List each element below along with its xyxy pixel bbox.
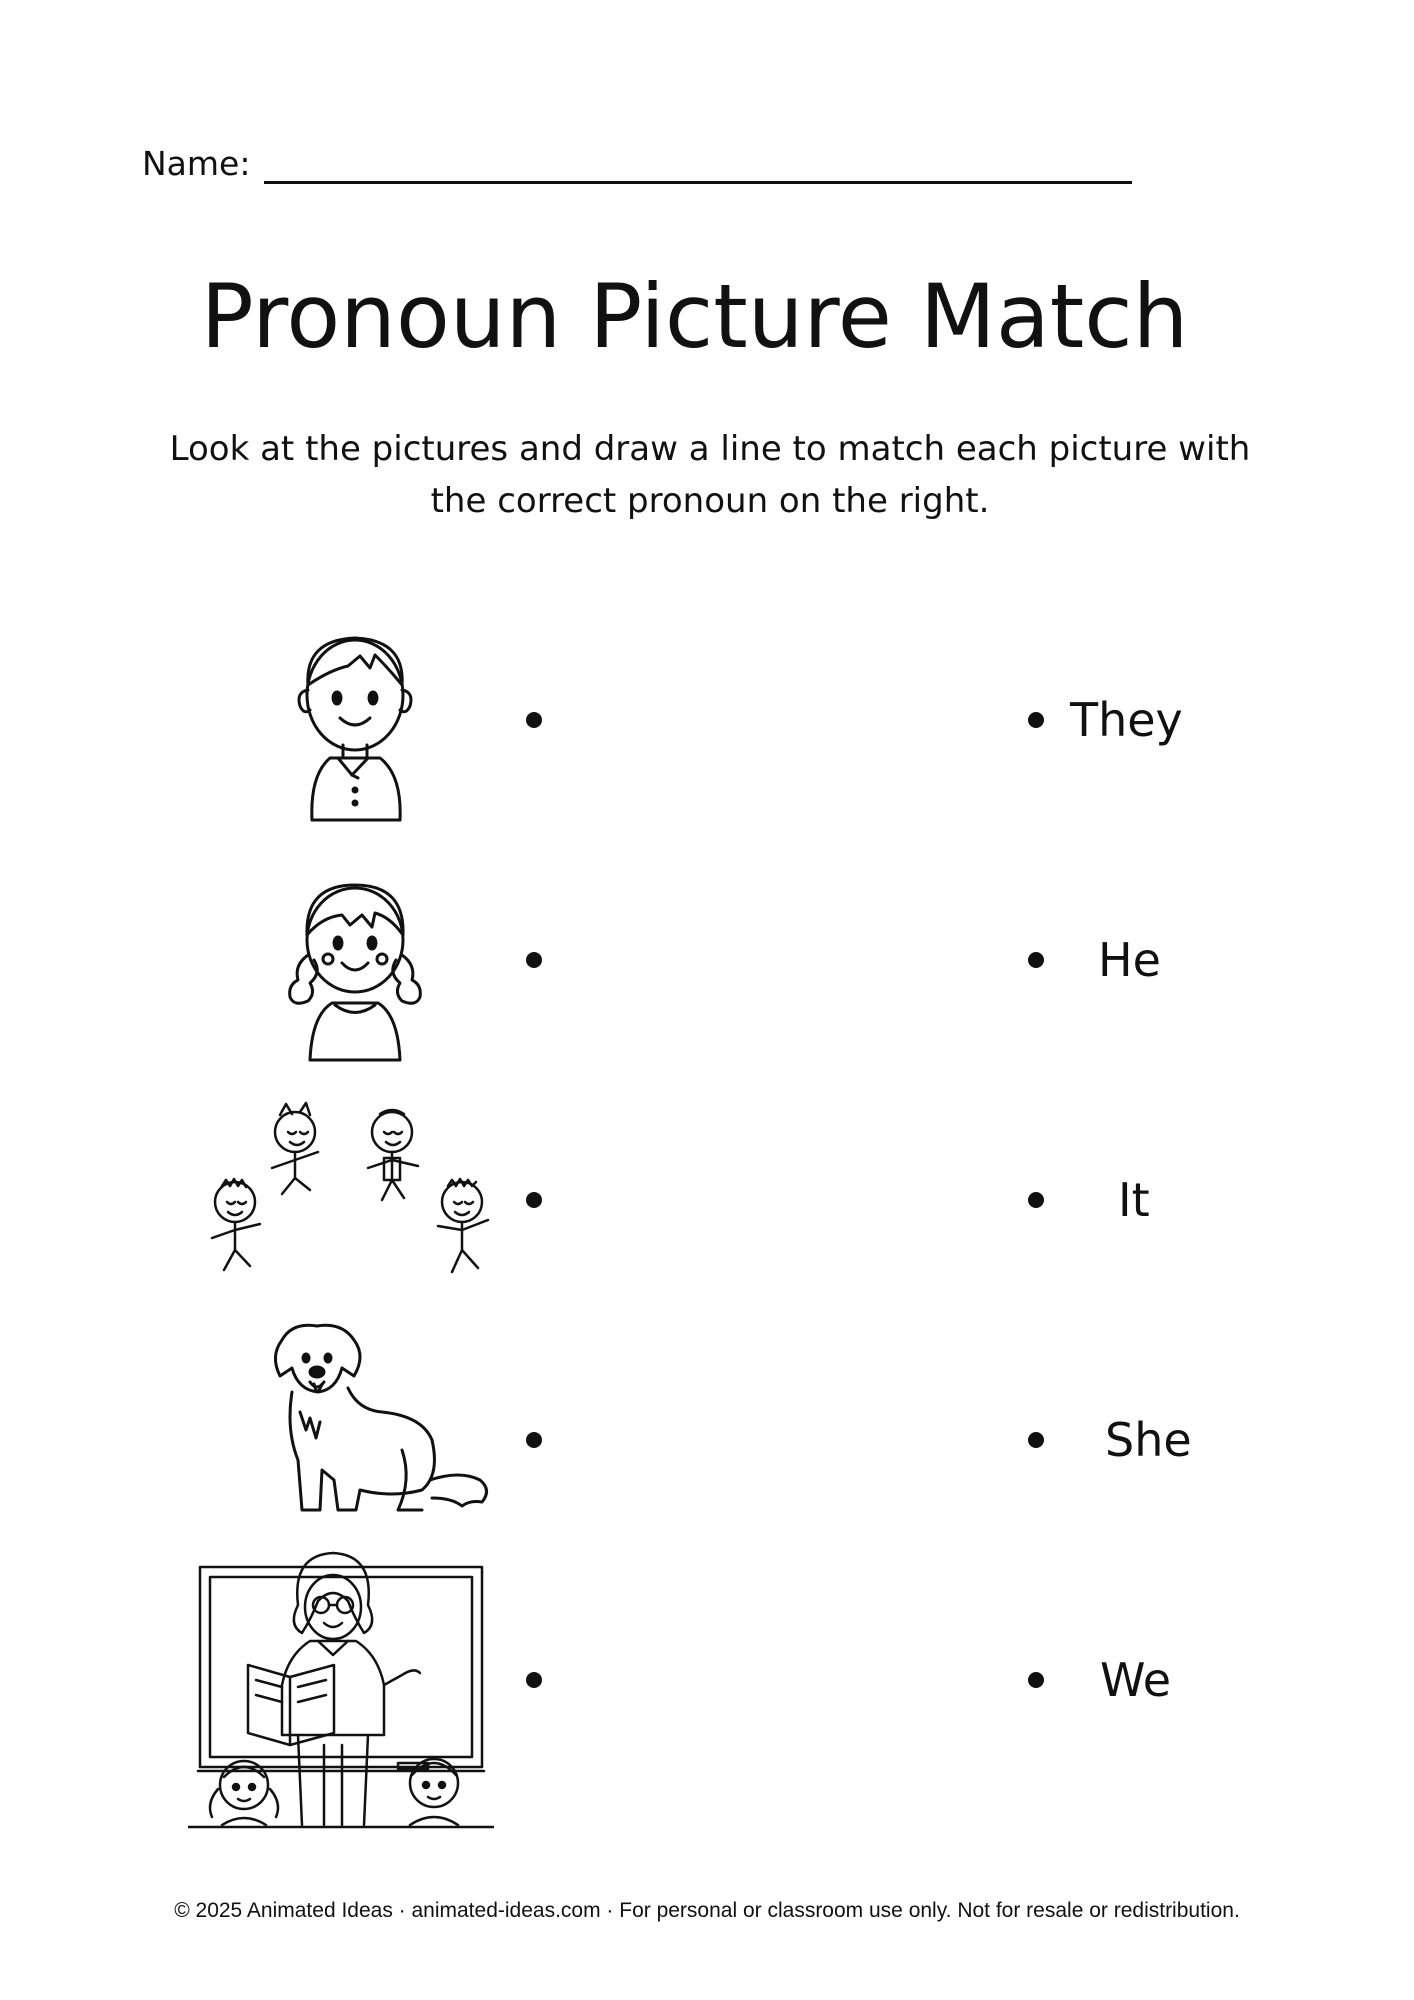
pronoun-dot-1[interactable] — [1028, 712, 1044, 728]
instructions: Look at the pictures and draw a line to match each picture with the correct pronoun on the right. — [169, 429, 1251, 521]
teacher-with-children-icon — [188, 1545, 494, 1830]
pronoun-word-1: They — [1070, 693, 1183, 747]
match-row-2 — [0, 845, 1414, 1075]
picture-dot-5[interactable] — [526, 1672, 542, 1688]
match-row-1 — [0, 600, 1414, 830]
pronoun-dot-5[interactable] — [1028, 1672, 1044, 1688]
dog-icon — [262, 1320, 498, 1520]
page-title: Pronoun Picture Match — [200, 265, 1189, 368]
pronoun-dot-4[interactable] — [1028, 1432, 1044, 1448]
name-write-line[interactable] — [264, 181, 1132, 184]
match-row-3 — [0, 1090, 1414, 1320]
pronoun-dot-2[interactable] — [1028, 952, 1044, 968]
picture-dot-4[interactable] — [526, 1432, 542, 1448]
pronoun-dot-3[interactable] — [1028, 1192, 1044, 1208]
picture-dot-1[interactable] — [526, 712, 542, 728]
pronoun-word-4: She — [1105, 1413, 1192, 1467]
boy-icon — [240, 600, 470, 830]
name-row — [142, 140, 1134, 190]
picture-dot-2[interactable] — [526, 952, 542, 968]
picture-dot-3[interactable] — [526, 1192, 542, 1208]
pronoun-word-5: We — [1100, 1653, 1172, 1707]
group-of-children-icon — [200, 1090, 500, 1290]
match-row-4 — [0, 1320, 1414, 1550]
pronoun-word-2: He — [1098, 933, 1161, 987]
footer-copyright: © 2025 Animated Ideas · animated-ideas.com · For personal or classroom use only. Not for resale or redistribution. — [174, 1899, 1240, 1922]
pronoun-word-3: It — [1118, 1173, 1150, 1227]
match-row-5 — [0, 1545, 1414, 1835]
name-label: Name: — [142, 144, 251, 183]
girl-icon — [250, 845, 460, 1075]
